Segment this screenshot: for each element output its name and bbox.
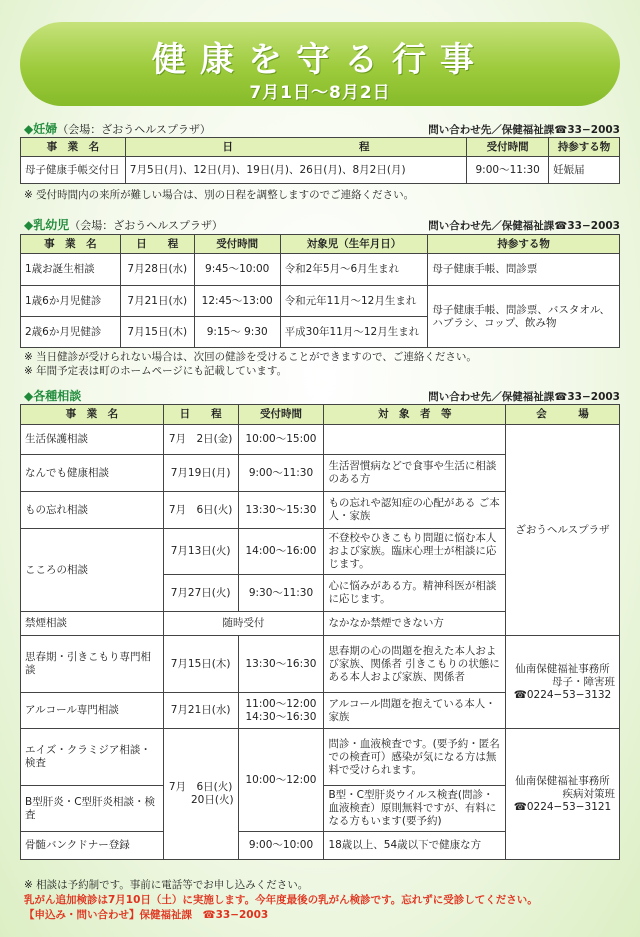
venue-shippei xyxy=(505,729,619,860)
event-name: エイズ・クラミジア相談・検査 xyxy=(21,729,164,786)
reception-time: 9:00〜10:00 xyxy=(238,832,324,860)
event-date: 7月28日(水) xyxy=(120,254,194,286)
note: ※ 年間予定表は町のホームページにも記載しています。 xyxy=(24,365,288,377)
event-date: 7月21日(水) xyxy=(163,693,238,729)
event-date: 7月13日(火) xyxy=(163,529,238,575)
target-info xyxy=(324,425,506,455)
col-header: 事 業 名 xyxy=(21,235,121,254)
diamond-icon: ◆ xyxy=(24,122,34,136)
reception-time: 10:00〜12:00 xyxy=(238,729,324,832)
col-header: 受付時間 xyxy=(238,405,324,425)
event-name: 1歳6か月児健診 xyxy=(21,286,121,317)
reception-time: 12:45〜13:00 xyxy=(194,286,280,317)
table-row xyxy=(21,286,620,317)
reception-time: 9:00〜11:30 xyxy=(467,157,549,184)
col-header: 日 程 xyxy=(125,138,466,157)
contact-info: 問い合わせ先／保健福祉課☎33−2003 xyxy=(428,391,620,403)
note: ※ 当日健診が受けられない場合は、次回の健診を受けることができますので、ご連絡ください。 xyxy=(24,351,477,363)
target-birthdate: 令和元年11月〜12月生まれ xyxy=(280,286,428,317)
event-date-1: 7月 6日(火) xyxy=(168,781,233,793)
infant-table xyxy=(20,234,620,348)
event-name: もの忘れ相談 xyxy=(21,492,164,529)
reception-any-time: 随時受付 xyxy=(163,612,324,636)
event-date: 7月27日(火) xyxy=(163,575,238,612)
table-row xyxy=(21,157,620,184)
pregnant-table xyxy=(20,137,620,184)
event-name: 禁煙相談 xyxy=(21,612,164,636)
reception-time: 13:30〜15:30 xyxy=(238,492,324,529)
note: ※ 受付時間内の来所が難しい場合は、別の日程を調整しますのでご連絡ください。 xyxy=(24,189,415,201)
col-header: 対象児（生年月日） xyxy=(280,235,428,254)
section-header-pregnant xyxy=(24,120,620,136)
event-date: 7月15日(木) xyxy=(120,317,194,348)
reception-time: 14:00〜16:00 xyxy=(238,529,324,575)
target-info: もの忘れや認知症の心配がある ご本人・家族 xyxy=(324,492,506,529)
event-date: 7月 2日(金) xyxy=(163,425,238,455)
note: ※ 相談は予約制です。事前に電話等でお申し込みください。 xyxy=(24,879,309,891)
section-title: 乳幼児 xyxy=(33,218,70,232)
table-row xyxy=(21,729,620,786)
target-info: 18歳以上、54歳以下で健康な方 xyxy=(324,832,506,860)
consult-table xyxy=(20,404,620,860)
event-name: こころの相談 xyxy=(21,529,164,612)
items-to-bring: 母子健康手帳、問診票 xyxy=(428,254,620,286)
event-name: B型肝炎・C型肝炎相談・検査 xyxy=(21,786,164,832)
table-row xyxy=(21,636,620,693)
reception-time-pm: 14:30〜16:30 xyxy=(245,710,317,723)
event-name: 生活保護相談 xyxy=(21,425,164,455)
event-date: 7月21日(水) xyxy=(120,286,194,317)
col-header: 受付時間 xyxy=(467,138,549,157)
target-info: アルコール問題を抱えている本人・家族 xyxy=(324,693,506,729)
col-header: 日 程 xyxy=(120,235,194,254)
notice-contact: 【申込み・問い合わせ】保健福祉課 ☎33−2003 xyxy=(24,909,269,921)
reception-time: 9:15〜 9:30 xyxy=(194,317,280,348)
event-date: 7月 6日(火) xyxy=(163,492,238,529)
reception-time: 9:30〜11:30 xyxy=(238,575,324,612)
col-header: 受付時間 xyxy=(194,235,280,254)
event-name: 思春期・引きこもり専門相談 xyxy=(21,636,164,693)
reception-time: 10:00〜15:00 xyxy=(238,425,324,455)
target-info: 思春期の心の問題を抱えた本人および家族、関係者 引きこもりの状態にある本人および家族、関係者 xyxy=(324,636,506,693)
venue-boshi xyxy=(505,636,619,729)
venue-phone: ☎0224−53−3132 xyxy=(513,688,612,701)
reception-time: 9:00〜11:30 xyxy=(238,455,324,492)
col-header: 対 象 者 等 xyxy=(324,405,506,425)
venue-dept: 母子・障害班 xyxy=(552,675,615,688)
venue-phone: ☎0224−53−3121 xyxy=(513,800,612,813)
venue-office: 仙南保健福祉事務所 xyxy=(515,662,610,675)
event-dates: 7月5日(月)、12日(月)、19日(月)、26日(月)、8月2日(月) xyxy=(125,157,466,184)
target-birthdate: 平成30年11月〜12月生まれ xyxy=(280,317,428,348)
venue-zao: ざおうヘルスプラザ xyxy=(505,425,619,636)
diamond-icon: ◆ xyxy=(24,218,34,232)
reception-time xyxy=(238,693,324,729)
section-header-consult xyxy=(24,387,620,403)
target-info: なかなか禁煙できない方 xyxy=(324,612,506,636)
event-date: 7月19日(月) xyxy=(163,455,238,492)
section-title: 妊婦 xyxy=(33,122,58,136)
target-info: 不登校やひきこもり問題に悩む本人および家族。臨床心理士が相談に応じます。 xyxy=(324,529,506,575)
date-range: 7月1日〜8月2日 xyxy=(249,83,391,103)
target-info: B型・C型肝炎ウイルス検査(問診・血液検査）原則無料ですが、有料になる方もいます(要予約) xyxy=(324,786,506,832)
venue-dept: 疾病対策班 xyxy=(562,787,615,800)
contact-info: 問い合わせ先／保健福祉課☎33−2003 xyxy=(428,220,620,232)
event-name: なんでも健康相談 xyxy=(21,455,164,492)
table-row xyxy=(21,425,620,455)
event-date-2: 20日(火) xyxy=(190,794,234,806)
title-banner xyxy=(20,22,620,106)
reception-time: 9:45〜10:00 xyxy=(194,254,280,286)
col-header: 事 業 名 xyxy=(21,138,126,157)
section-title: 各種相談 xyxy=(33,389,82,403)
event-date xyxy=(163,729,238,860)
event-name: 2歳6か月児健診 xyxy=(21,317,121,348)
section-venue: （会場：ざおうヘルスプラザ） xyxy=(69,219,223,232)
col-header: 日 程 xyxy=(163,405,238,425)
reception-time: 13:30〜16:30 xyxy=(238,636,324,693)
section-header-infant xyxy=(24,216,620,232)
page-title: 健康を守る行事 xyxy=(152,40,488,80)
event-name: 1歳お誕生相談 xyxy=(21,254,121,286)
col-header: 事 業 名 xyxy=(21,405,164,425)
venue-office: 仙南保健福祉事務所 xyxy=(515,774,610,787)
diamond-icon: ◆ xyxy=(24,389,34,403)
target-info: 心に悩みがある方。精神科医が相談に応じます。 xyxy=(324,575,506,612)
items-to-bring: 妊娠届 xyxy=(549,157,620,184)
reception-time-am: 11:00〜12:00 xyxy=(245,697,317,710)
col-header: 会 場 xyxy=(505,405,619,425)
col-header: 持参する物 xyxy=(428,235,620,254)
target-info: 生活習慣病などで食事や生活に相談のある方 xyxy=(324,455,506,492)
event-name: 母子健康手帳交付日 xyxy=(21,157,126,184)
target-birthdate: 令和2年5月〜6月生まれ xyxy=(280,254,428,286)
table-row xyxy=(21,254,620,286)
items-to-bring: 母子健康手帳、問診票、バスタオル、ハブラシ、コップ、飲み物 xyxy=(428,286,620,348)
event-name: 骨髄バンクドナー登録 xyxy=(21,832,164,860)
target-info: 問診・血液検査です。(要予約・匿名での検査可）感染が気になる方は無料で受けられます。 xyxy=(324,729,506,786)
contact-info: 問い合わせ先／保健福祉課☎33−2003 xyxy=(428,124,620,136)
col-header: 持参する物 xyxy=(549,138,620,157)
section-venue: （会場：ざおうヘルスプラザ） xyxy=(57,123,211,136)
notice-breast-cancer: 乳がん追加検診は7月10日（土）に実施します。今年度最後の乳がん検診です。忘れずに受診してください。 xyxy=(24,894,538,906)
event-name: アルコール専門相談 xyxy=(21,693,164,729)
event-date: 7月15日(木) xyxy=(163,636,238,693)
